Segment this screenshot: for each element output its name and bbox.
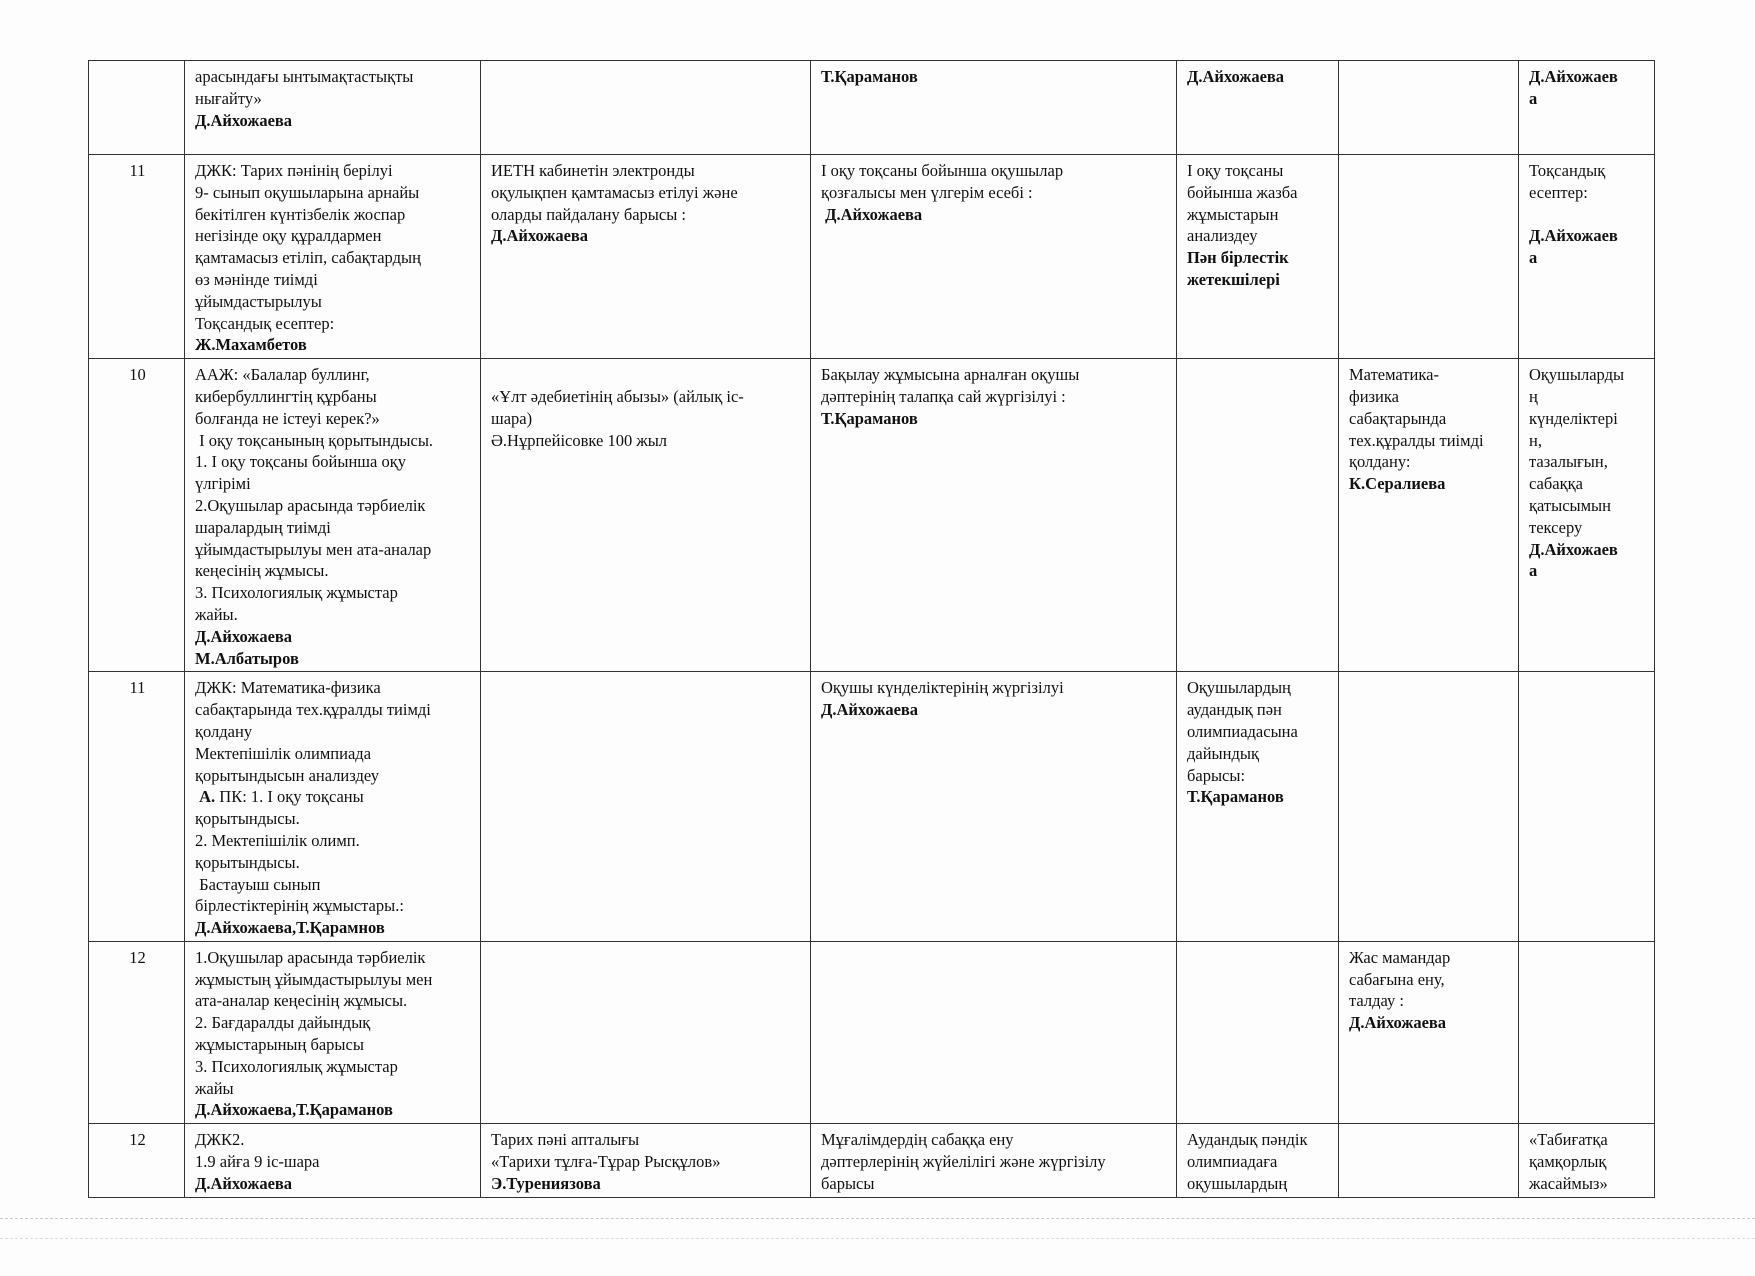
methodical-cell: [1339, 672, 1519, 942]
content-cell: [185, 155, 481, 359]
text-line: өз мәнінде тиімді: [195, 269, 318, 289]
responsible-person: Д.Айхожаева: [821, 204, 923, 224]
text-line: қамтамасыз етіліп, сабақтардың: [195, 248, 421, 268]
text-line: 1.9 айға 9 іс-шара: [195, 1152, 320, 1172]
text-line: кибербуллингтің құрбаны: [195, 386, 377, 406]
text-line: оларды пайдалану барысы :: [491, 204, 687, 224]
responsible-person: Д.Айхожаева: [1349, 1013, 1447, 1033]
text-line: дәптерлерінің жүйелілігі және жүргізілу: [821, 1152, 1106, 1172]
text-line: дәптерінің талапқа сай жүргізілуі :: [821, 386, 1066, 406]
event-cell: [481, 155, 811, 359]
analysis-cell: [1177, 672, 1339, 942]
text-line: ИЕТН кабинетін электронды: [491, 161, 695, 180]
monitoring-cell: [1519, 155, 1655, 359]
text-line: Оқушы күнделіктерінің жүргізілуі: [821, 678, 1064, 698]
text-line: Ә.Нұрпейісовке 100 жыл: [491, 430, 668, 450]
control-cell: [811, 61, 1177, 155]
text-line: Тоқсандық есептер:: [195, 313, 335, 333]
responsible-person: Пән бірлестік: [1187, 248, 1289, 268]
responsible-person: Д.Айхожаев: [1529, 226, 1618, 246]
text-line: «Ұлт әдебиетінің абызы» (айлық іс-: [491, 386, 744, 406]
responsible-person: Д.Айхожаева,Т.Қарамнов: [195, 918, 385, 938]
text-line: физика: [1349, 386, 1399, 406]
text-line: 1.Оқушылар арасында тәрбиелік: [195, 947, 426, 967]
analysis-cell: [1177, 359, 1339, 672]
text-line: аудандық пән: [1187, 700, 1282, 720]
text-line: барысы: [821, 1173, 875, 1193]
text-line: ата-аналар кеңесінің жұмысы.: [195, 991, 408, 1011]
text-line: тазалығын,: [1529, 452, 1608, 472]
row-number-cell: [89, 941, 185, 1123]
text-line: тексеру: [1529, 517, 1583, 537]
text-line-rest: ПК: 1. І оқу тоқсаны: [219, 787, 364, 807]
responsible-person: Д.Айхожаев: [1529, 539, 1618, 559]
text-line: «Тарихи тұлға-Тұрар Рысқұлов»: [491, 1152, 721, 1172]
responsible-person: Д.Айхожаев: [1529, 67, 1618, 86]
table-row: [89, 1124, 1655, 1197]
methodical-cell: [1339, 155, 1519, 359]
text-line: сабақтарында: [1349, 408, 1447, 428]
text-line: 1. І оқу тоқсаны бойынша оқу: [195, 452, 406, 472]
text-line: дайындық: [1187, 743, 1259, 763]
text-line: негізінде оқу құралдармен: [195, 226, 382, 246]
table-row: [89, 155, 1655, 359]
text-line: қамқорлық: [1529, 1152, 1607, 1172]
text-line: қолдану:: [1349, 452, 1411, 472]
text-line: ұйымдастырылуы: [195, 291, 322, 311]
text-line: сабаққа: [1529, 474, 1583, 494]
text-line: шаралардың тиімді: [195, 517, 331, 537]
text-line: [195, 786, 472, 808]
event-cell: [481, 672, 811, 942]
responsible-person: Д.Айхожаева: [1187, 67, 1285, 86]
text-line: барысы:: [1187, 765, 1246, 785]
text-line: бірлестіктерінің жұмыстары.:: [195, 896, 404, 916]
control-cell: [811, 941, 1177, 1123]
text-line: ДЖК: Тарих пәнінің берілуі: [195, 161, 393, 180]
scan-artifact-line: [0, 1218, 1755, 1219]
text-line: анализдеу: [1187, 226, 1258, 246]
responsible-person: Ж.Махамбетов: [195, 335, 307, 355]
row-number-cell: [89, 1124, 185, 1197]
text-line: қорытындысын анализдеу: [195, 765, 380, 785]
monitoring-cell: [1519, 1124, 1655, 1197]
methodical-cell: [1339, 61, 1519, 155]
responsible-person: К.Сералиева: [1349, 474, 1446, 494]
text-line: тех.құралды тиімді: [1349, 430, 1484, 450]
text-line: талдау :: [1349, 991, 1404, 1011]
row-number-cell: [89, 359, 185, 672]
text-line: жайы: [195, 1078, 234, 1098]
text-line: І оқу тоқсанының қорытындысы.: [195, 430, 434, 450]
text-line: жұмыстың ұйымдастырылуы мен: [195, 969, 433, 989]
row-number-cell: [89, 672, 185, 942]
control-cell: [811, 359, 1177, 672]
text-line: Аудандық пәндік: [1187, 1130, 1308, 1150]
text-line: жұмыстарын: [1187, 204, 1279, 224]
responsible-person: Д.Айхожаева,Т.Қараманов: [195, 1100, 393, 1120]
text-line: І оқу тоқсаны бойынша оқушылар: [821, 161, 1064, 180]
event-cell: [481, 941, 811, 1123]
text-line: жұмыстарының барысы: [195, 1035, 364, 1055]
text-line: Оқушылардың: [1187, 678, 1291, 698]
text-line: 2. Мектепішілік олимп.: [195, 830, 360, 850]
responsible-person: а: [1529, 88, 1538, 108]
text-line: қолдану: [195, 721, 253, 741]
table-row: [89, 61, 1655, 155]
responsible-person: а: [1529, 561, 1538, 581]
responsible-person: а: [1529, 248, 1538, 268]
analysis-cell: [1177, 941, 1339, 1123]
responsible-person: Д.Айхожаева: [195, 626, 293, 646]
text-line: 2.Оқушылар арасында тәрбиелік: [195, 495, 426, 515]
table-row: [89, 672, 1655, 942]
text-line: Бақылау жұмысына арналған оқушы: [821, 365, 1080, 385]
text-line-lead: А.: [195, 787, 220, 807]
table-body: [89, 61, 1655, 1198]
content-cell: [185, 941, 481, 1123]
text-line: 9- сынып оқушыларына арнайы: [195, 182, 420, 202]
text-line: олимпиадасына: [1187, 721, 1298, 741]
table-row: [89, 941, 1655, 1123]
monitoring-cell: [1519, 941, 1655, 1123]
responsible-person: Т.Қараманов: [1187, 787, 1284, 807]
text-line: 2. Бағдаралды дайындық: [195, 1013, 371, 1033]
scan-artifact-line: [0, 1238, 1755, 1239]
content-cell: [185, 359, 481, 672]
text-line: І оқу тоқсаны: [1187, 161, 1284, 180]
text-line: 3. Психологиялық жұмыстар: [195, 1056, 398, 1076]
text-line: «Табиғатқа: [1529, 1130, 1608, 1150]
text-line: үлгірімі: [195, 474, 251, 494]
responsible-person: Д.Айхожаева: [491, 226, 589, 246]
event-cell: [481, 61, 811, 155]
text-line: Мұғалімдердің сабаққа ену: [821, 1130, 1014, 1150]
text-line: болғанда не істеуі керек?»: [195, 408, 380, 428]
text-line: ң: [1529, 386, 1538, 406]
text-line: арасындағы ынтымақтастықты: [195, 67, 414, 86]
text-line: жасаймыз»: [1529, 1173, 1608, 1193]
text-line: оқушылардың: [1187, 1173, 1288, 1193]
row-number: 12: [129, 1130, 146, 1150]
analysis-cell: [1177, 61, 1339, 155]
text-line: есептер:: [1529, 182, 1588, 202]
control-cell: [811, 672, 1177, 942]
text-line: оқулықпен қамтамасыз етілуі және: [491, 182, 738, 202]
responsible-person: М.Албатыров: [195, 648, 299, 668]
text-line: Бастауыш сынып: [195, 874, 321, 894]
methodical-cell: [1339, 359, 1519, 672]
responsible-person: жетекшілері: [1187, 269, 1280, 289]
row-number-cell: [89, 155, 185, 359]
text-line: қатысымын: [1529, 495, 1611, 515]
monitoring-cell: [1519, 359, 1655, 672]
responsible-person: Д.Айхожаева: [195, 1173, 293, 1193]
methodical-cell: [1339, 1124, 1519, 1197]
text-line: Математика-: [1349, 365, 1439, 385]
text-line: қозғалысы мен үлгерім есебі :: [821, 182, 1033, 202]
analysis-cell: [1177, 155, 1339, 359]
text-line: нығайту»: [195, 88, 262, 108]
text-line: шара): [491, 408, 533, 428]
text-line: олимпиадаға: [1187, 1152, 1278, 1172]
responsible-person: Э.Турениязова: [491, 1173, 601, 1193]
row-number: 11: [129, 161, 146, 180]
text-line: қорытындысы.: [195, 809, 300, 829]
text-line: бекітілген күнтізбелік жоспар: [195, 204, 406, 224]
text-line: сабақтарында тех.құралды тиімді: [195, 700, 431, 720]
text-line: жайы.: [195, 604, 238, 624]
content-cell: [185, 1124, 481, 1197]
monitoring-cell: [1519, 61, 1655, 155]
text-line: сабағына ену,: [1349, 969, 1445, 989]
blank-line: [491, 364, 802, 386]
row-number: 12: [129, 947, 146, 967]
text-line: ААЖ: «Балалар буллинг,: [195, 365, 370, 385]
work-plan-table: [88, 60, 1655, 1198]
text-line: Жас мамандар: [1349, 947, 1451, 967]
event-cell: [481, 1124, 811, 1197]
control-cell: [811, 1124, 1177, 1197]
responsible-person: Т.Қараманов: [821, 408, 918, 428]
responsible-person: Т.Қараманов: [821, 67, 918, 86]
text-line: 3. Психологиялық жұмыстар: [195, 583, 398, 603]
event-cell: [481, 359, 811, 672]
text-line: Мектепішілік олимпиада: [195, 743, 372, 763]
blank-line: [1529, 204, 1646, 226]
text-line: қорытындысы.: [195, 852, 300, 872]
row-number: 11: [129, 678, 146, 698]
text-line: н,: [1529, 430, 1542, 450]
analysis-cell: [1177, 1124, 1339, 1197]
control-cell: [811, 155, 1177, 359]
text-line: Оқушыларды: [1529, 365, 1625, 385]
text-line: ДЖК: Математика-физика: [195, 678, 381, 698]
content-cell: [185, 672, 481, 942]
text-line: күнделіктері: [1529, 408, 1618, 428]
text-line: Тарих пәні апталығы: [491, 1130, 640, 1150]
row-number-cell: [89, 61, 185, 155]
text-line: кеңесінің жұмысы.: [195, 561, 329, 581]
responsible-person: Д.Айхожаева: [821, 700, 919, 720]
responsible-person: Д.Айхожаева: [195, 110, 293, 130]
methodical-cell: [1339, 941, 1519, 1123]
text-line: ұйымдастырылуы мен ата-аналар: [195, 539, 432, 559]
text-line: ДЖК2.: [195, 1130, 245, 1150]
content-cell: [185, 61, 481, 155]
text-line: бойынша жазба: [1187, 182, 1298, 202]
row-number: 10: [129, 365, 146, 385]
table-row: [89, 359, 1655, 672]
text-line: Тоқсандық: [1529, 161, 1606, 180]
monitoring-cell: [1519, 672, 1655, 942]
